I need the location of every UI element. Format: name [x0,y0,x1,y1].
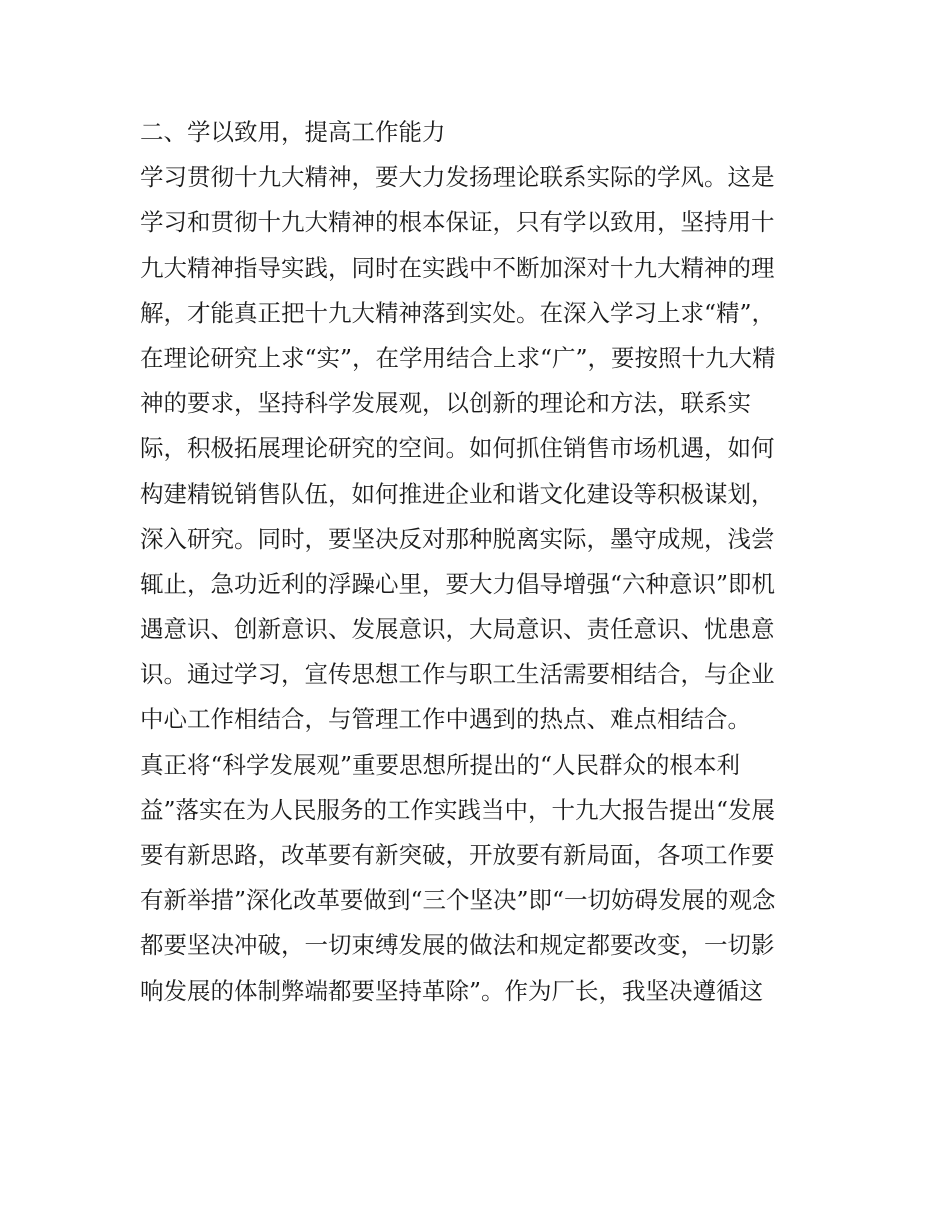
text-line: 学习贯彻十九大精神，要大力发扬理论联系实际的学风。这是 [140,163,775,192]
text-line: 要有新思路，改革要有新突破，开放要有新局面，各项工作要 [140,841,775,869]
document-body [140,110,820,1014]
text-line: 中心工作相结合，与管理工作中遇到的热点、难点相结合。 [140,705,751,734]
text-line: 遇意识、创新意识、发展意识，大局意识、责任意识、忧患意 [140,615,775,644]
text-line: 真正将“科学发展观”重要思想所提出的“人民群众的根本利 [140,750,741,779]
text-line: 响发展的体制弊端都要坚持革除”。作为厂长，我坚决遵循这 [140,976,764,1005]
text-line: 辄止，急功近利的浮躁心里，要大力倡导增强“六种意识”即机 [140,569,776,598]
text-line: 构建精锐销售队伍，如何推进企业和谐文化建设等积极谋划， [140,479,775,508]
text-line: 解，才能真正把十九大精神落到实处。在深入学习上求“精”， [140,298,776,327]
text-line: 际，积极拓展理论研究的空间。如何抓住销售市场机遇，如何 [140,434,775,463]
text-line: 神的要求，坚持科学发展观，以创新的理论和方法，联系实 [140,389,751,418]
text-line: 都要坚决冲破，一切束缚发展的做法和规定都要改变，一切影 [140,931,775,960]
text-line: 学习和贯彻十九大精神的根本保证，只有学以致用，坚持用十 [140,208,775,237]
section-heading: 二、学以致用，提高工作能力 [140,118,446,146]
text-line: 九大精神指导实践，同时在实践中不断加深对十九大精神的理 [140,253,775,282]
text-line: 深入研究。同时，要坚决反对那种脱离实际，墨守成规，浅尝 [140,524,775,553]
text-line: 在理论研究上求“实”，在学用结合上求“广”，要按照十九大精 [140,343,776,372]
text-line: 识。通过学习，宣传思想工作与职工生活需要相结合，与企业 [140,660,775,689]
text-line: 益”落实在为人民服务的工作实践当中，十九大报告提出“发展 [140,795,776,824]
text-line: 有新举措”深化改革要做到“三个坚决”即“一切妨碍发展的观念 [140,886,776,915]
